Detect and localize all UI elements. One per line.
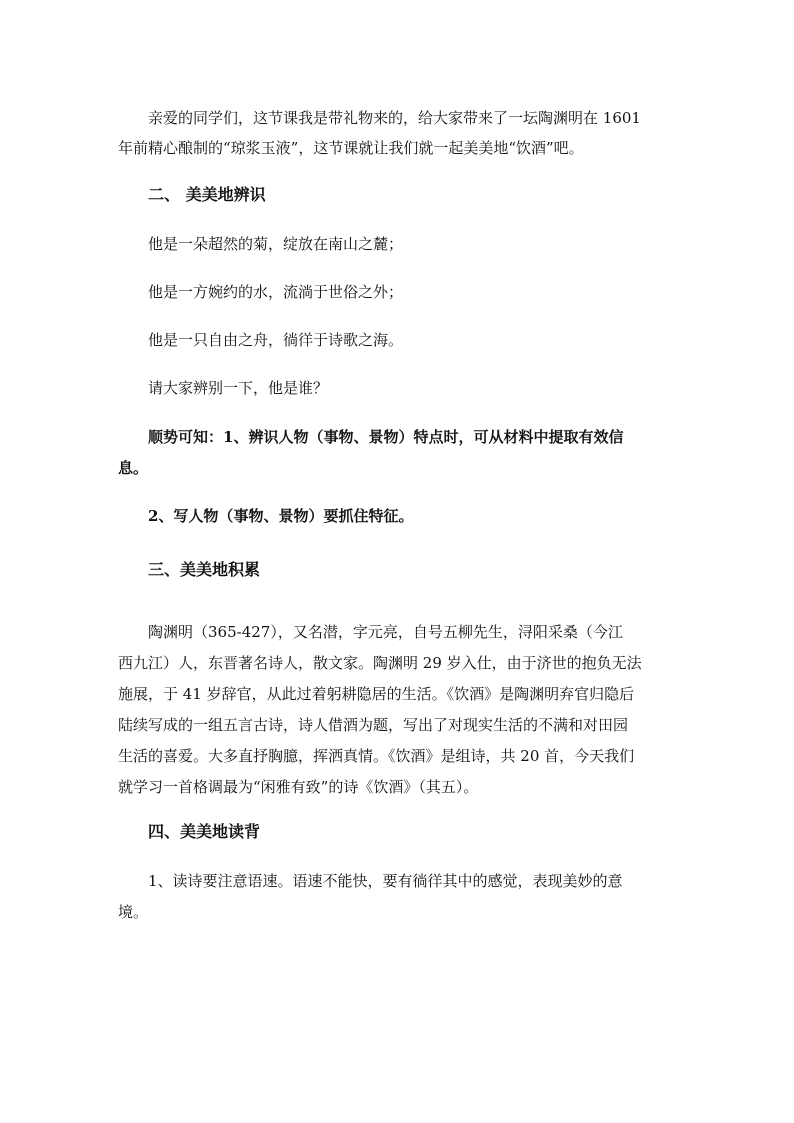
intro-paragraph-line-2: 年前精心酿制的“琼浆玉液”，这节课就让我们就一起美美地“饮酒”吧。 — [118, 139, 584, 157]
section-heading-reading: 四、美美地读背 — [148, 822, 261, 841]
section-heading-accumulate: 三、美美地积累 — [148, 560, 261, 579]
riddle-line-2: 他是一方婉约的水，流淌于世俗之外； — [148, 283, 404, 301]
riddle-line-1: 他是一朵超然的菊，绽放在南山之麓； — [148, 235, 404, 253]
bio-line-6: 就学习一首格调最为“闲雅有致”的诗《饮酒》（其五）。 — [118, 778, 479, 796]
tip-line-2: 息。 — [118, 459, 149, 477]
riddle-question: 请大家辨别一下，他是谁？ — [148, 379, 329, 397]
section-heading-identify: 二、 美美地辨识 — [148, 185, 266, 204]
reading-tip-line-1: 1、读诗要注意语速。语速不能快，要有徜徉其中的感觉，表现美妙的意 — [148, 872, 623, 890]
bio-line-3: 施展，于 41 岁辞官，从此过着躬耕隐居的生活。《饮酒》是陶渊明弃官归隐后 — [118, 685, 635, 703]
tip-line-1: 顺势可知：1、辨识人物（事物、景物）特点时，可从材料中提取有效信 — [148, 428, 624, 446]
riddle-line-3: 他是一只自由之舟，徜徉于诗歌之海。 — [148, 331, 404, 349]
tip-2: 2、写人物（事物、景物）要抓住特征。 — [148, 507, 414, 525]
bio-line-1: 陶渊明（365-427），又名潜，字元亮，自号五柳先生，浔阳采桑（今江 — [148, 623, 623, 641]
bio-line-2: 西九江）人，东晋著名诗人，散文家。陶渊明 29 岁入仕，由于济世的抱负无法 — [118, 654, 642, 672]
bio-line-5: 生活的喜爱。大多直抒胸臆，挥洒真情。《饮酒》是组诗，共 20 首，今天我们 — [118, 747, 635, 765]
reading-tip-line-2: 境。 — [118, 903, 149, 921]
intro-paragraph-line-1: 亲爱的同学们，这节课我是带礼物来的，给大家带来了一坛陶渊明在 1601 — [148, 109, 641, 127]
bio-line-4: 陆续写成的一组五言古诗，诗人借酒为题，写出了对现实生活的不满和对田园 — [118, 716, 629, 734]
